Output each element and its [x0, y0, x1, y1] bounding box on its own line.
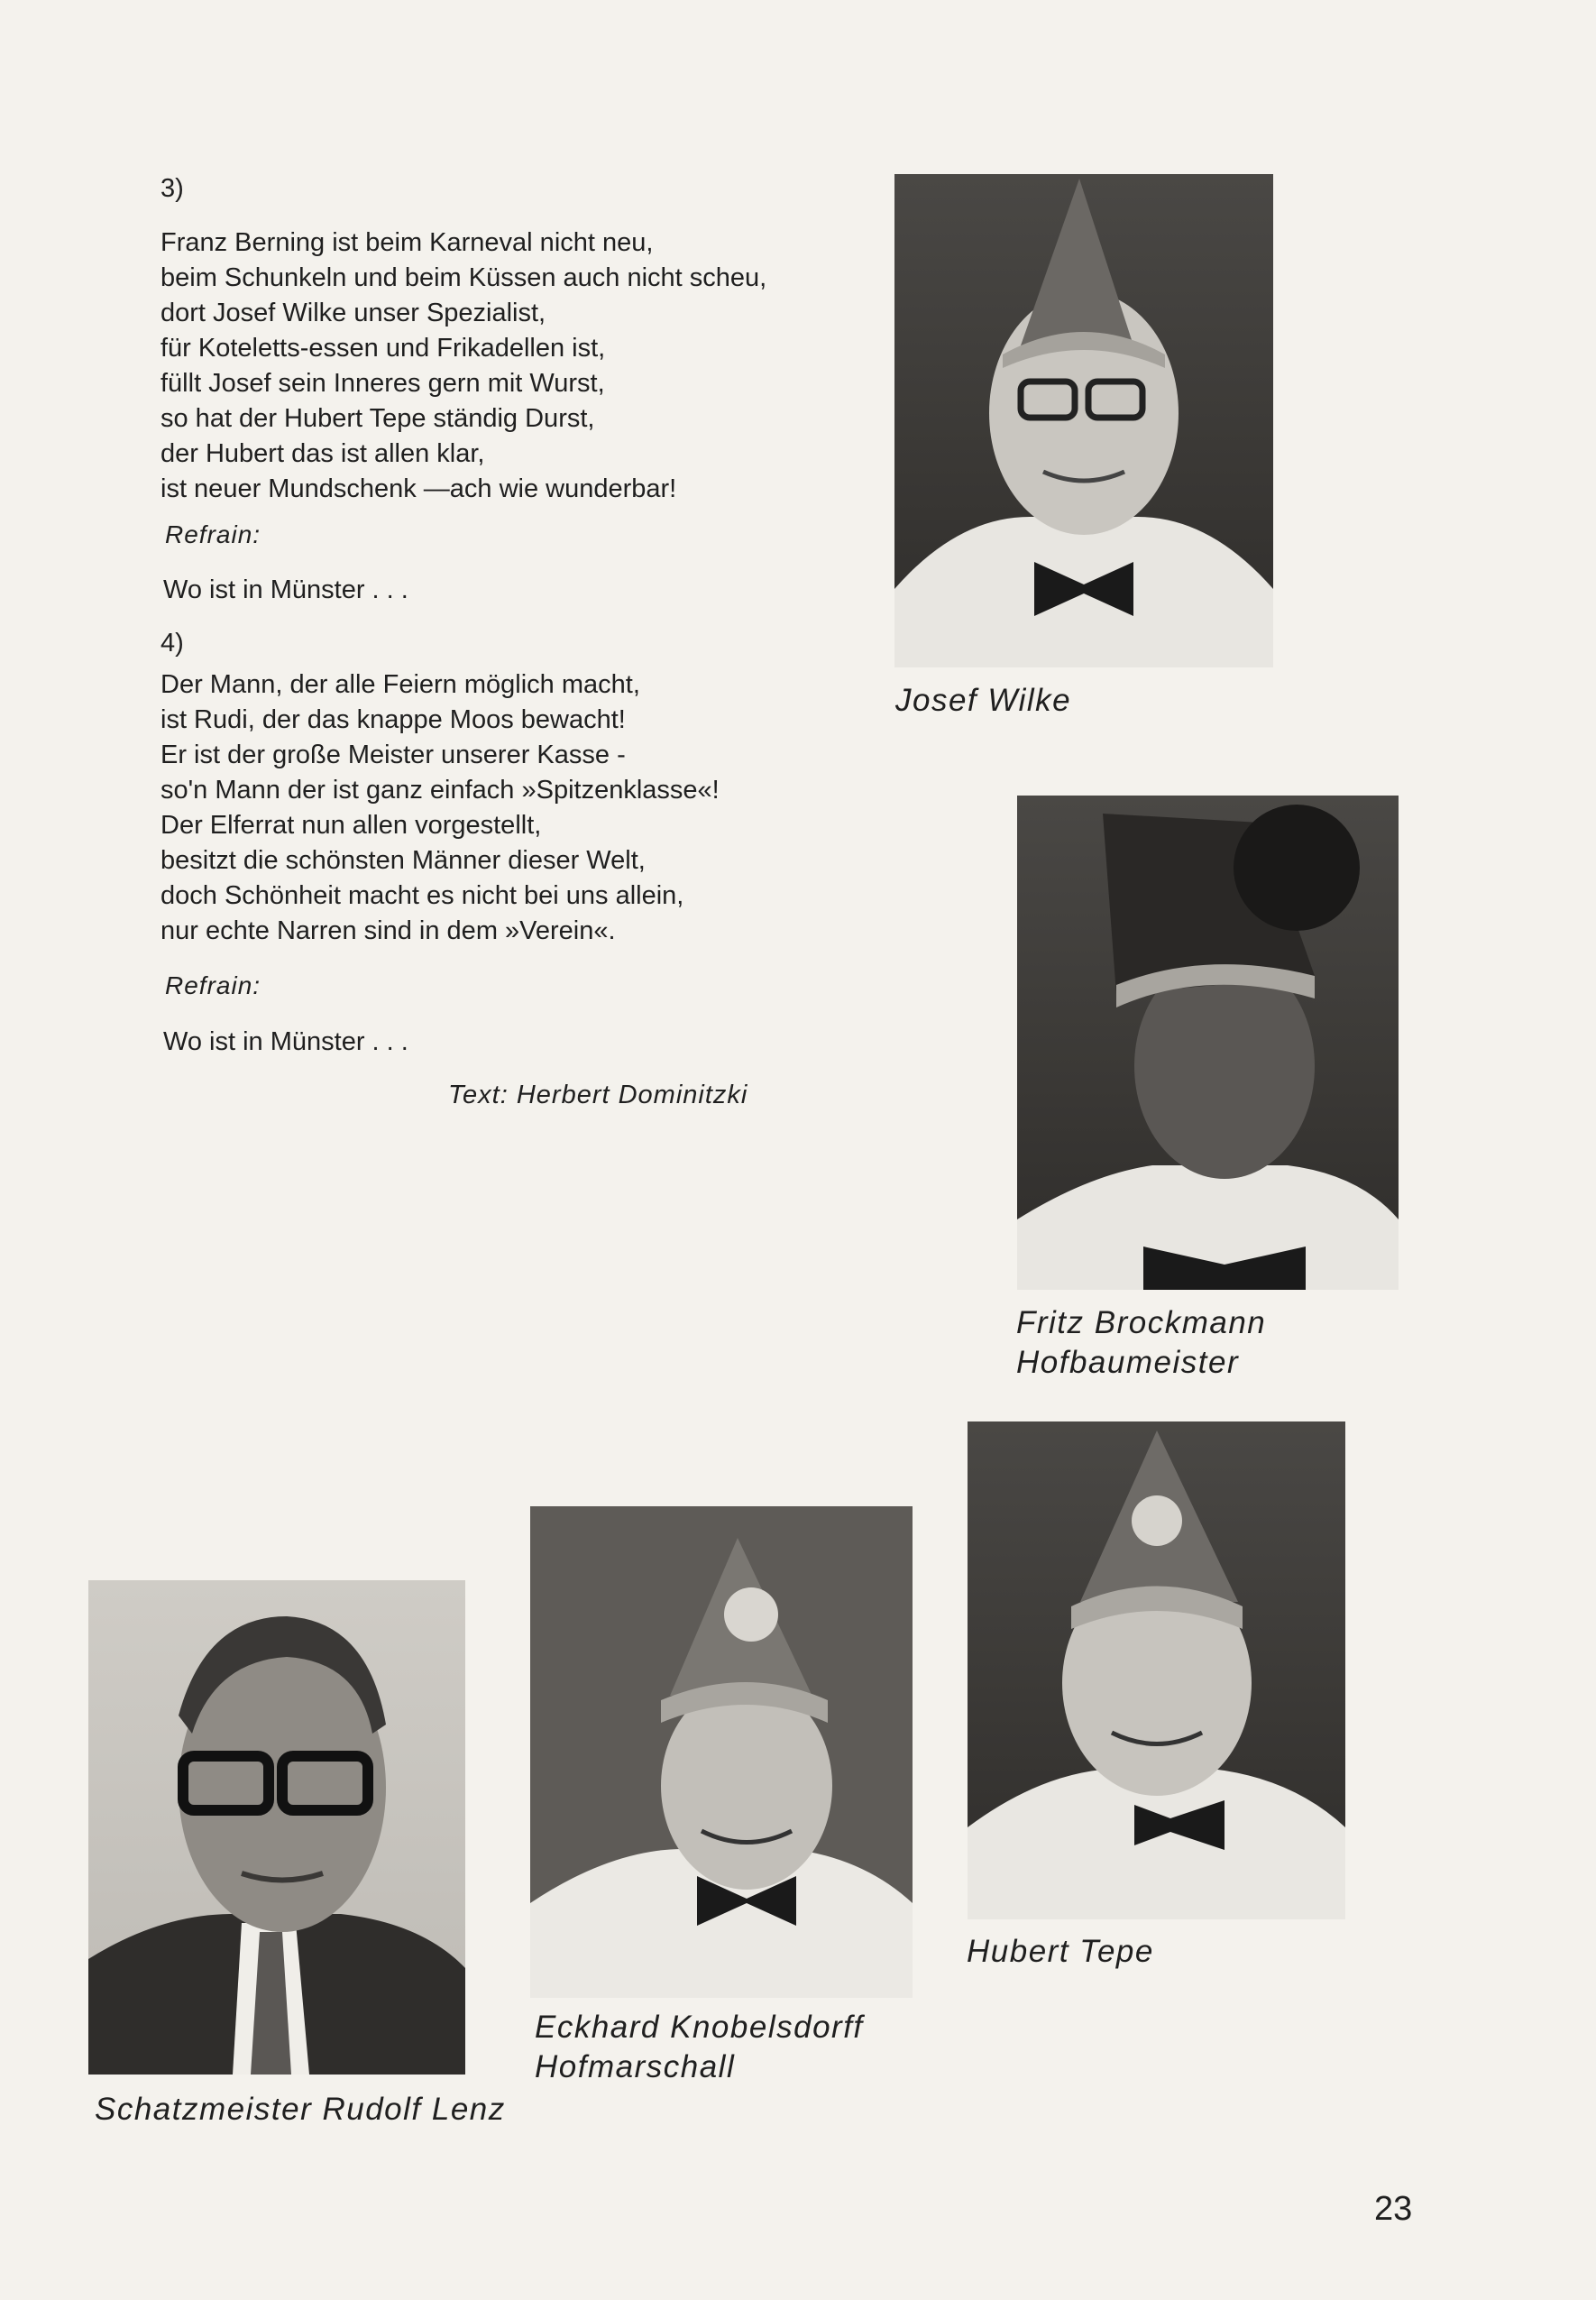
photo-caption-hubert-tepe — [967, 1932, 1154, 1972]
refrain-label-1: Refrain: — [165, 520, 261, 548]
caption-line: Hofmarschall — [535, 2049, 736, 2084]
verse-line: ist neuer Mundschenk —ach wie wunderbar! — [161, 474, 677, 503]
verse-line: besitzt die schönsten Männer dieser Welt, — [161, 846, 646, 875]
photo-caption-eckhard-knobelsdorff — [535, 2008, 864, 2087]
photo-caption-rudolf-lenz — [95, 2090, 506, 2130]
verse-line: so hat der Hubert Tepe ständig Durst, — [161, 404, 595, 433]
verse-3-text — [161, 225, 766, 507]
verse-4-text — [161, 667, 720, 949]
verse-line: Der Elferrat nun allen vorgestellt, — [161, 811, 542, 840]
verse-line: so'n Mann der ist ganz einfach »Spitzenklasse«! — [161, 776, 720, 805]
verse-line: nur echte Narren sind in dem »Verein«. — [161, 916, 616, 945]
caption-line: Fritz Brockmann — [1016, 1305, 1267, 1340]
verse-line: dort Josef Wilke unser Spezialist, — [161, 299, 546, 327]
verse-4-number: 4) — [161, 629, 184, 658]
verse-line: Er ist der große Meister unserer Kasse - — [161, 741, 626, 769]
caption-line: Hofbaumeister — [1016, 1345, 1240, 1380]
caption-line: Hubert Tepe — [967, 1934, 1154, 1969]
text-credit: Text: Herbert Dominitzki — [448, 1081, 748, 1109]
photo-eckhard-knobelsdorff — [530, 1506, 913, 1998]
verse-line: Franz Berning ist beim Karneval nicht neu, — [161, 228, 654, 257]
refrain-text-1: Wo ist in Münster . . . — [163, 575, 408, 604]
photo-fritz-brockmann — [1017, 796, 1399, 1290]
refrain-label-2: Refrain: — [165, 971, 261, 999]
verse-line: füllt Josef sein Inneres gern mit Wurst, — [161, 369, 605, 398]
verse-line: der Hubert das ist allen klar, — [161, 439, 485, 468]
photo-caption-fritz-brockmann — [1016, 1303, 1266, 1383]
page-number: 23 — [1374, 2190, 1413, 2228]
caption-line: Eckhard Knobelsdorff — [535, 2010, 864, 2045]
caption-line: Schatzmeister Rudolf Lenz — [95, 2092, 506, 2127]
photo-caption-josef-wilke — [895, 681, 1071, 721]
refrain-text-2: Wo ist in Münster . . . — [163, 1027, 408, 1056]
verse-line: doch Schönheit macht es nicht bei uns allein, — [161, 881, 684, 910]
verse-line: Der Mann, der alle Feiern möglich macht, — [161, 670, 640, 699]
photo-hubert-tepe — [968, 1421, 1345, 1919]
verse-line: für Koteletts-essen und Frikadellen ist, — [161, 334, 606, 363]
photo-rudolf-lenz — [88, 1580, 465, 2075]
caption-line: Josef Wilke — [895, 683, 1072, 718]
photo-josef-wilke — [894, 174, 1273, 667]
verse-line: beim Schunkeln und beim Küssen auch nicht scheu, — [161, 263, 767, 292]
verse-3-number: 3) — [161, 174, 184, 203]
verse-line: ist Rudi, der das knappe Moos bewacht! — [161, 705, 626, 734]
